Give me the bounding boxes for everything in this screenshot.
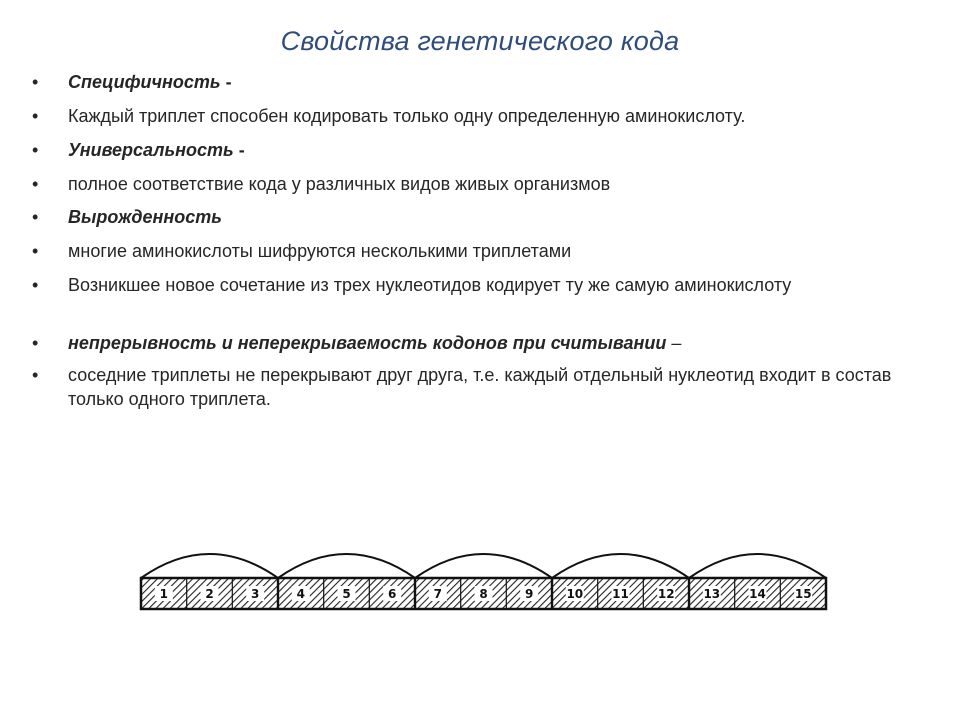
bullet-dot: • [32, 207, 39, 227]
slide-title: Свойства генетического кода [280, 26, 680, 56]
nucleotide-label: 15 [794, 587, 812, 601]
triplet-arcs [141, 554, 826, 578]
triplet-arc [141, 554, 278, 578]
nucleotide-label: 13 [703, 587, 721, 601]
bullet-text: Каждый триплет способен кодировать только одну определенную аминокислоту. [68, 106, 746, 126]
nucleotide-label: 2 [205, 587, 214, 601]
triplet-arc [278, 554, 415, 578]
bullet-text: Возникшее новое сочетание из трех нуклеотидов кодирует ту же самую аминокислоту [68, 275, 792, 295]
bullet-dot: • [32, 106, 39, 126]
nucleotide-label: 1 [159, 587, 168, 601]
nucleotide-label: 3 [251, 587, 260, 601]
bullet-dot: • [32, 72, 39, 92]
bullet-dot: • [32, 333, 39, 353]
nucleotide-label: 5 [342, 587, 351, 601]
nucleotide-label: 6 [388, 587, 397, 601]
bullet-text: полное соответствие кода у различных видов живых организмов [68, 174, 611, 194]
triplet-arc [552, 554, 689, 578]
bullet-dot: • [32, 365, 39, 385]
nucleotide-label: 8 [479, 587, 488, 601]
nucleotide-label: 14 [749, 587, 766, 601]
bullet-text: Вырожденность [68, 207, 222, 227]
nucleotide-label: 11 [612, 587, 629, 601]
bullet-text: соседние триплеты не перекрывают друг друга, т.е. каждый отдельный нуклеотид входит в состав только одного триплета. [68, 365, 892, 409]
bullet-text: Специфичность - [68, 72, 232, 92]
bullet-dot: • [32, 140, 39, 160]
nucleotide-label: 7 [433, 587, 442, 601]
nucleotide-label: 10 [566, 587, 584, 601]
nucleotide-label: 4 [296, 587, 305, 601]
nucleotide-label: 12 [657, 587, 675, 601]
nucleotide-label: 9 [525, 587, 534, 601]
bullet-dot: • [32, 275, 39, 295]
bullet-text: непрерывность и неперекрываемость кодонов при считывании – [68, 333, 682, 353]
bullet-text: Универсальность - [68, 140, 245, 160]
triplet-arc [689, 554, 826, 578]
bullet-dot: • [32, 241, 39, 261]
triplet-arc [415, 554, 552, 578]
bullet-text: многие аминокислоты шифруются несколькими триплетами [68, 241, 572, 261]
bullet-dot: • [32, 174, 39, 194]
